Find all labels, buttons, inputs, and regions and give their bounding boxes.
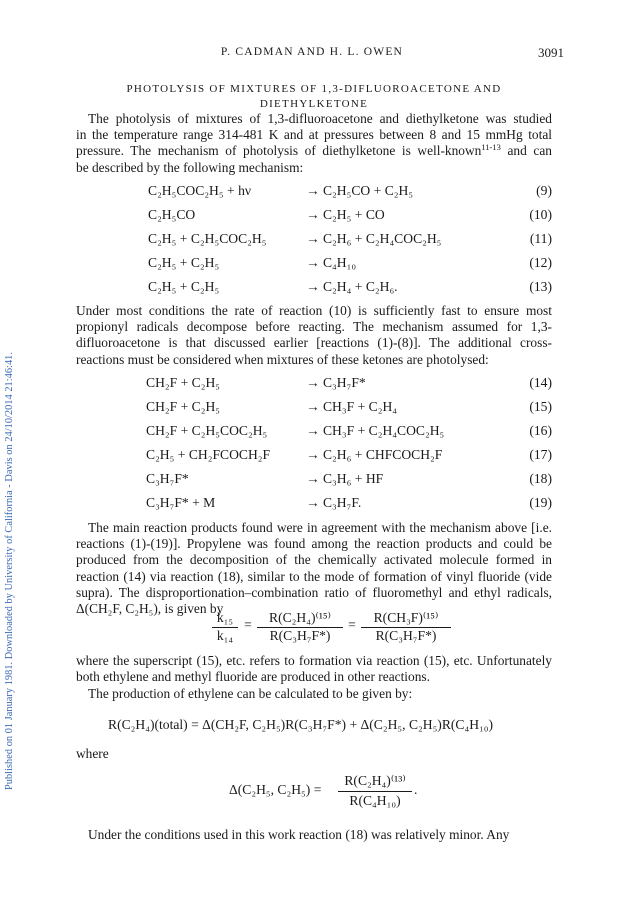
paragraph-superscript-note (76, 653, 552, 685)
reaction-lhs: C₂H₅CO (148, 207, 196, 222)
reaction-rhs: → C₂H₅ + CO (306, 207, 385, 222)
text-line: be described by the following mechanism: (76, 159, 304, 175)
reaction-number: (15) (529, 399, 552, 414)
reaction-lhs: CH₂F + C₂H₅COC₂H₅ (146, 423, 268, 438)
running-authors: P. CADMAN AND H. L. OWEN (220, 46, 404, 58)
reaction-number: (9) (536, 183, 552, 198)
text-line: both ethylene and methyl fluoride are produced in other reactions. (76, 669, 430, 685)
reaction-number: (11) (529, 231, 552, 246)
text-line: Under most conditions the rate of reaction (10) is sufficiently fast to ensure most (76, 303, 552, 318)
text-line: supra). The disproportionation–combination ratio of fluoromethyl and ethyl radicals, (76, 584, 552, 600)
label-where (76, 746, 552, 762)
text-line: reactions must be considered when mixtures of these ketones are photolysed: (76, 351, 489, 367)
ethylene-13-numerator: R(C₂H₄)⁽¹³⁾ (344, 773, 406, 788)
delta-lhs: Δ(C₂H₅, C₂H₅) = (229, 782, 322, 797)
reaction-number: (17) (529, 447, 552, 462)
text-line: The photolysis of mixtures of 1,3-difluoroacetone and diethylketone was studied (88, 111, 552, 126)
equals-sign: = (244, 617, 252, 632)
sidebar-watermark (4, 90, 18, 790)
text-line: reaction (14) via reaction (18), similar to the mode of formation of vinyl fluoride (vide (76, 568, 552, 584)
reaction-number: (18) (529, 471, 552, 486)
reaction-rhs: → C₂H₄ + C₂H₆. (306, 279, 398, 294)
reaction-number: (19) (529, 495, 552, 510)
paragraph-conditions (76, 827, 552, 843)
k14-denominator: k₁₄ (216, 628, 234, 643)
k15-numerator: k₁₅ (216, 610, 234, 625)
reaction-lhs: CH₂F + C₂H₅ (146, 375, 221, 390)
paragraph-cross-reactions (76, 303, 552, 368)
reaction-rhs: → CH₃F + C₂H₄COC₂H₅ (306, 423, 445, 438)
reaction-rhs: → C₂H₆ + CHFCOCH₂F (306, 447, 443, 462)
sidebar-download-notice[interactable]: Published on 01 January 1981. Downloaded by University of California - Davis on 24/10/2014 21:46:41. (4, 352, 15, 790)
reaction-lhs: CH₂F + C₂H₅ (146, 399, 221, 414)
text-line: difluoroacetone is that discussed earlier [reactions (1)-(8)]. The additional cross- (76, 335, 552, 351)
text-line: in the temperature range 314-481 K and at pressures between 8 and 15 mmHg total (76, 127, 552, 143)
reaction-number: (14) (529, 375, 552, 390)
text-line: Δ(CH₂F, C₂H₅), is given by (76, 601, 224, 617)
reaction-lhs: C₃H₇F* (146, 471, 189, 486)
text-line: Under the conditions used in this work reaction (18) was relatively minor. Any (88, 827, 510, 842)
text-line: The main reaction products found were in agreement with the mechanism above [i.e. (88, 520, 552, 535)
reaction-lhs: C₂H₅ + C₂H₅ (148, 255, 220, 270)
ethylene-rate-numerator: R(C₂H₄)⁽¹⁵⁾ (269, 610, 331, 625)
reaction-lhs: C₃H₇F* + M (146, 495, 216, 510)
reaction-rhs: → C₂H₅CO + C₂H₅ (306, 183, 414, 198)
text-line: pressure. The mechanism of photolysis of diethylketone is well-known$^{11-13}$ and can (76, 142, 552, 159)
text-line: reactions (1)-(19)]. Propylene was found among the reaction products and could be (76, 536, 552, 552)
reaction-number: (13) (529, 279, 552, 294)
section-title-line1: PHOTOLYSIS OF MIXTURES OF 1,3-DIFLUOROACETONE AND (126, 83, 502, 95)
reaction-number: (16) (529, 423, 552, 438)
reaction-rhs: → CH₃F + C₂H₄ (306, 399, 398, 414)
butane-denominator: R(C₄H₁₀) (349, 793, 401, 808)
paragraph-products (76, 520, 552, 617)
section-title-line2: DIETHYLKETONE (259, 98, 369, 110)
text-line: produced from the decomposition of the chemically activated molecule formed in (76, 552, 552, 568)
equation-period: . (414, 782, 418, 797)
section-title (76, 82, 552, 112)
reaction-rhs: → C₂H₆ + C₂H₄COC₂H₅ (306, 231, 442, 246)
text-line: where (76, 746, 109, 761)
reaction-rhs: → C₃H₇F* (306, 375, 366, 390)
reaction-rhs: → C₃H₇F. (306, 495, 362, 510)
fraction-bar (338, 791, 412, 792)
page-number: 3091 (538, 45, 564, 60)
equation-ethylene-total: R(C₂H₄)(total) = Δ(CH₂F, C₂H₅)R(C₃H₇F*) + Δ(C₂H₅, C₂H₅)R(C₄H₁₀) (108, 717, 494, 732)
running-header (0, 46, 624, 62)
paragraph-intro (76, 111, 552, 176)
reaction-lhs: C₂H₅COC₂H₅ + hν (148, 183, 252, 198)
text-line: where the superscript (15), etc. refers to formation via reaction (15), etc. Unfortunately (76, 653, 552, 668)
c3h7f-rate-denominator: R(C₃H₇F*) (269, 628, 331, 643)
ch3f-rate-numerator: R(CH₃F)⁽¹⁵⁾ (373, 610, 439, 625)
text-line: The production of ethylene can be calculated to be given by: (88, 686, 413, 701)
paragraph-ethylene-production (76, 686, 552, 702)
reaction-number: (12) (529, 255, 552, 270)
equals-sign: = (348, 617, 356, 632)
reaction-rhs: → C₃H₆ + HF (306, 471, 384, 486)
reaction-number: (10) (529, 207, 552, 222)
reaction-lhs: C₂H₅ + CH₂FCOCH₂F (146, 447, 271, 462)
reaction-lhs: C₂H₅ + C₂H₅COC₂H₅ (148, 231, 267, 246)
reaction-lhs: C₂H₅ + C₂H₅ (148, 279, 220, 294)
text-line: propionyl radicals decompose before reacting. The mechanism assumed for 1,3- (76, 319, 552, 335)
citation-ref: 11-13 (481, 142, 501, 153)
c3h7f-rate-denominator: R(C₃H₇F*) (375, 628, 437, 643)
reaction-rhs: → C₄H₁₀ (306, 255, 357, 270)
